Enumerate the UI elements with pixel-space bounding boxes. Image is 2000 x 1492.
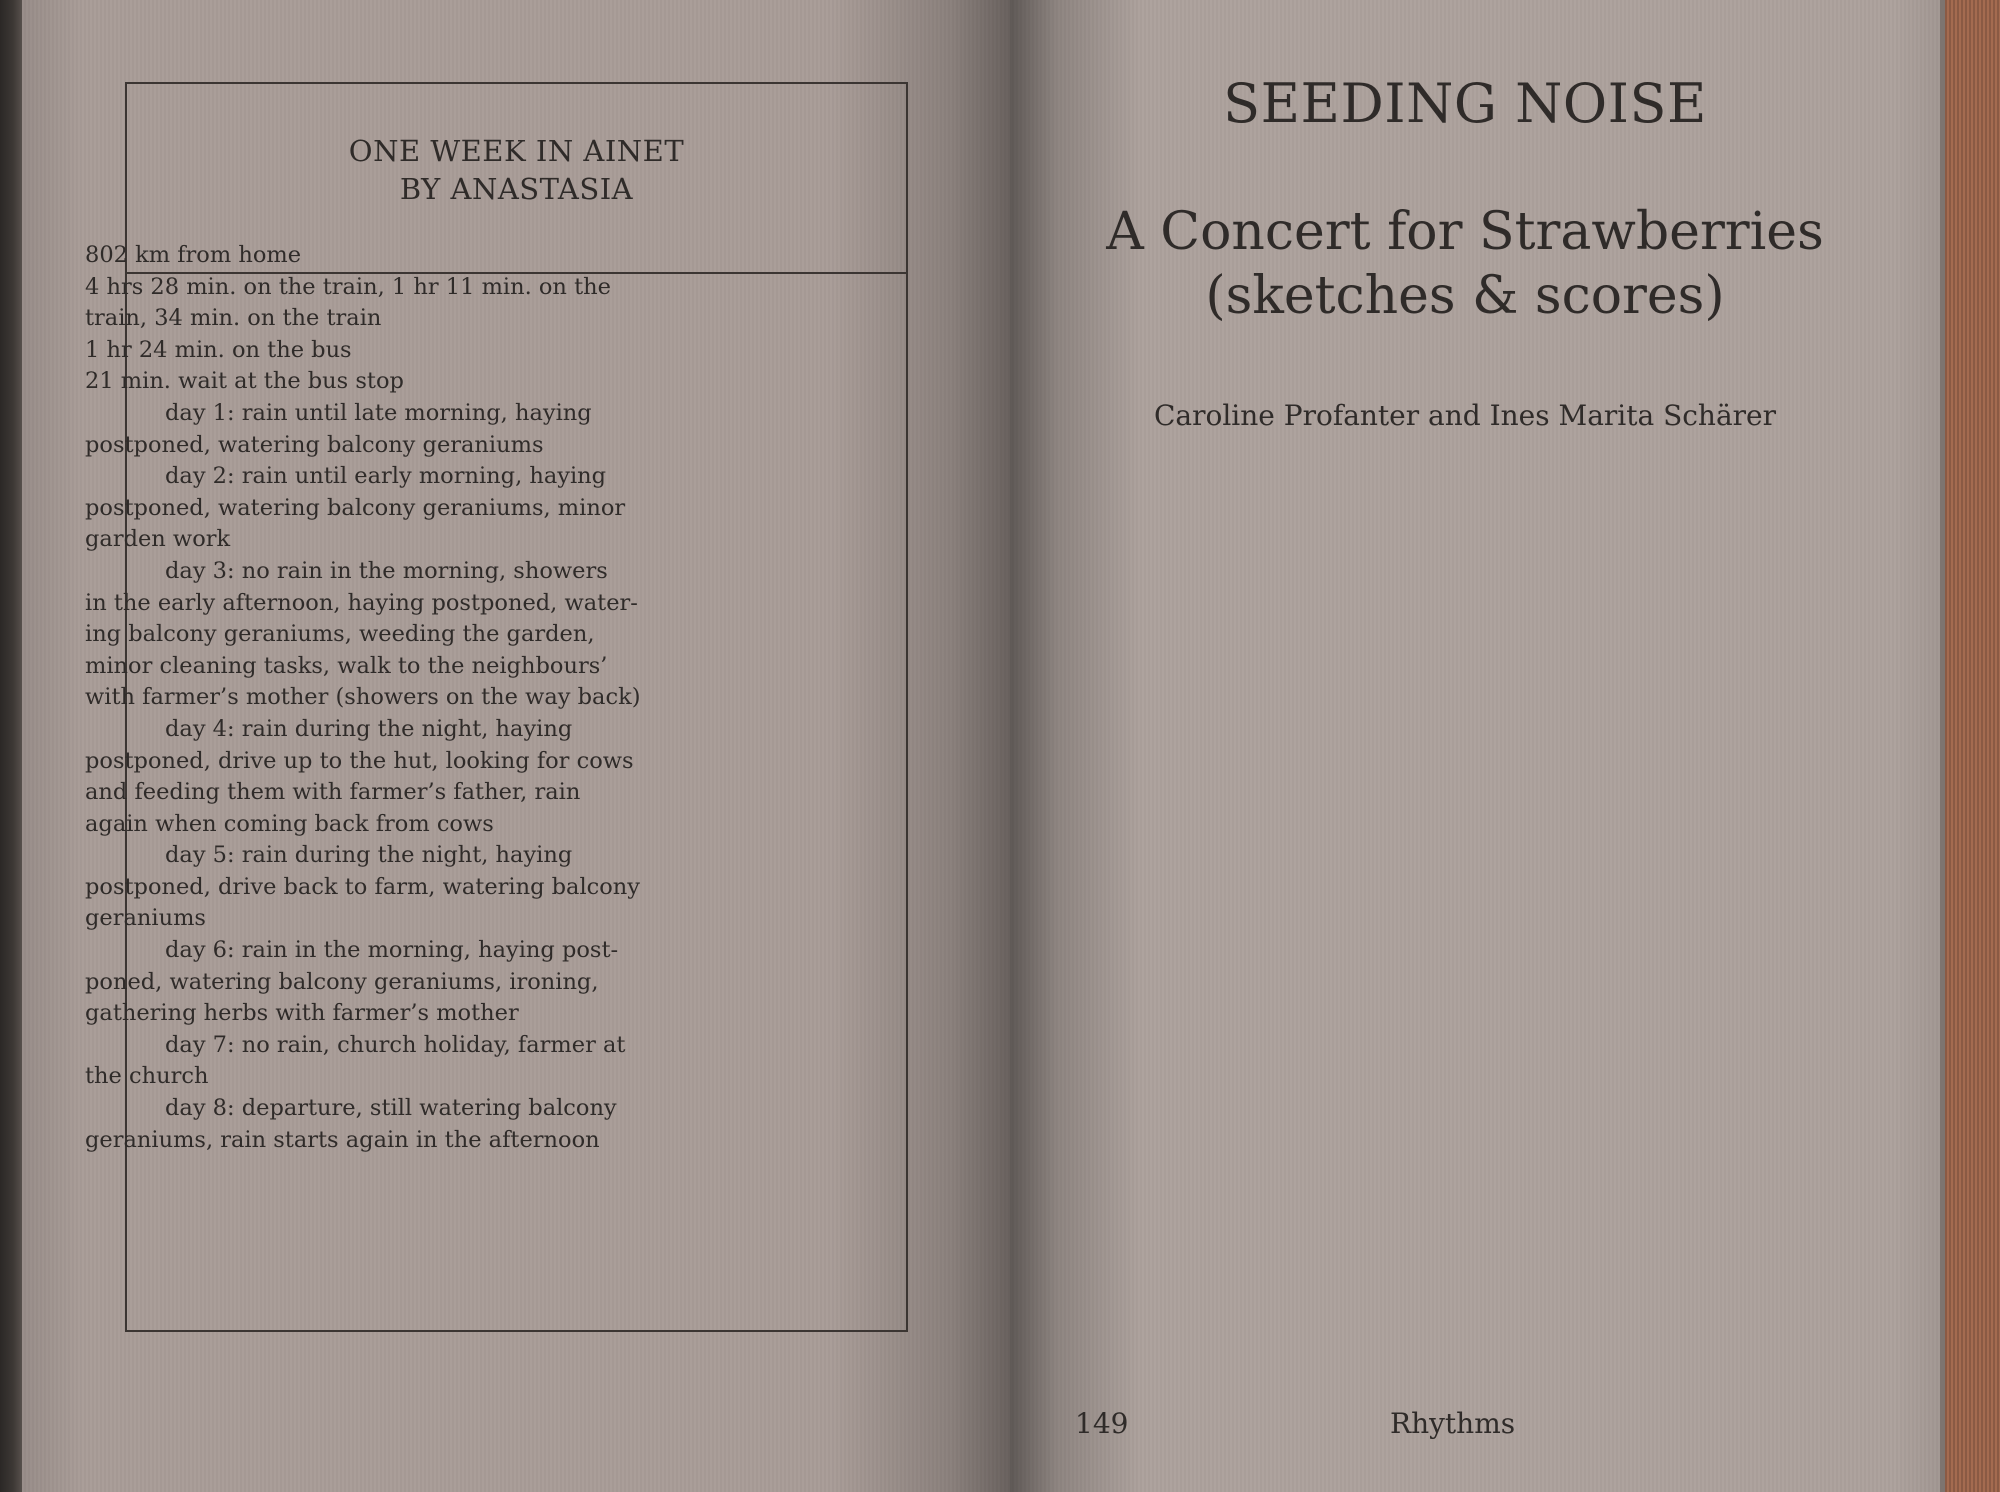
diary-title-line: BY ANASTASIA bbox=[399, 172, 634, 206]
diary-line: 4 hrs 28 min. on the train, 1 hr 11 min. on the bbox=[85, 273, 611, 300]
chapter-subtitle-line: (sketches & scores) bbox=[1205, 266, 1725, 326]
chapter-authors: Caroline Profanter and Ines Marita Schärer bbox=[1153, 399, 1776, 432]
diary-text bbox=[85, 240, 705, 1156]
diary-line: with farmer’s mother (showers on the way back) bbox=[85, 684, 641, 711]
diary-day-entry-line: day 5: rain during the night, haying bbox=[165, 842, 573, 869]
chapter-subtitle bbox=[1060, 200, 1870, 328]
page-number: 149 bbox=[1075, 1407, 1129, 1440]
running-section-title: Rhythms bbox=[1390, 1407, 1516, 1440]
diary-day-entry-line: day 7: no rain, church holiday, farmer at bbox=[165, 1031, 626, 1058]
diary-line: in the early afternoon, haying postponed, water- bbox=[85, 589, 638, 616]
diary-day-entry-line: day 8: departure, still watering balcony bbox=[165, 1095, 617, 1122]
chapter-title: SEEDING NOISE bbox=[1223, 72, 1707, 135]
diary-title bbox=[127, 132, 906, 208]
diary-line: poned, watering balcony geraniums, ironing, bbox=[85, 968, 599, 995]
diary-day-entry-line: day 3: no rain in the morning, showers bbox=[165, 557, 608, 584]
diary-line: postponed, drive up to the hut, looking for cows bbox=[85, 747, 634, 774]
diary-line: 1 hr 24 min. on the bus bbox=[85, 336, 352, 363]
diary-day-entry-line: day 1: rain until late morning, haying bbox=[165, 399, 592, 426]
diary-line: geraniums, rain starts again in the afternoon bbox=[85, 1126, 600, 1153]
diary-line: geraniums bbox=[85, 905, 206, 932]
diary-line: minor cleaning tasks, walk to the neighbours’ bbox=[85, 652, 608, 679]
diary-line: 21 min. wait at the bus stop bbox=[85, 368, 404, 395]
book-cover-edge bbox=[0, 0, 22, 1492]
diary-line: postponed, watering balcony geraniums, minor bbox=[85, 494, 626, 521]
diary-day-entry-line: day 6: rain in the morning, haying post- bbox=[165, 937, 619, 964]
diary-line: postponed, watering balcony geraniums bbox=[85, 431, 544, 458]
diary-line: the church bbox=[85, 1063, 209, 1090]
chapter-subtitle-line: A Concert for Strawberries bbox=[1106, 202, 1824, 262]
diary-title-line: ONE WEEK IN AINET bbox=[348, 134, 685, 168]
page-stack-edge bbox=[1945, 0, 2000, 1492]
diary-line: and feeding them with farmer’s father, rain bbox=[85, 779, 581, 806]
diary-line: postponed, drive back to farm, watering balcony bbox=[85, 873, 641, 900]
diary-line: train, 34 min. on the train bbox=[85, 305, 382, 332]
diary-line: garden work bbox=[85, 526, 231, 553]
diary-line: again when coming back from cows bbox=[85, 810, 494, 837]
diary-line: ing balcony geraniums, weeding the garden, bbox=[85, 621, 595, 648]
diary-day-entry-line: day 4: rain during the night, haying bbox=[165, 715, 573, 742]
diary-line: gathering herbs with farmer’s mother bbox=[85, 1000, 519, 1027]
diary-day-entry-line: day 2: rain until early morning, haying bbox=[165, 463, 607, 490]
diary-line: 802 km from home bbox=[85, 242, 302, 268]
